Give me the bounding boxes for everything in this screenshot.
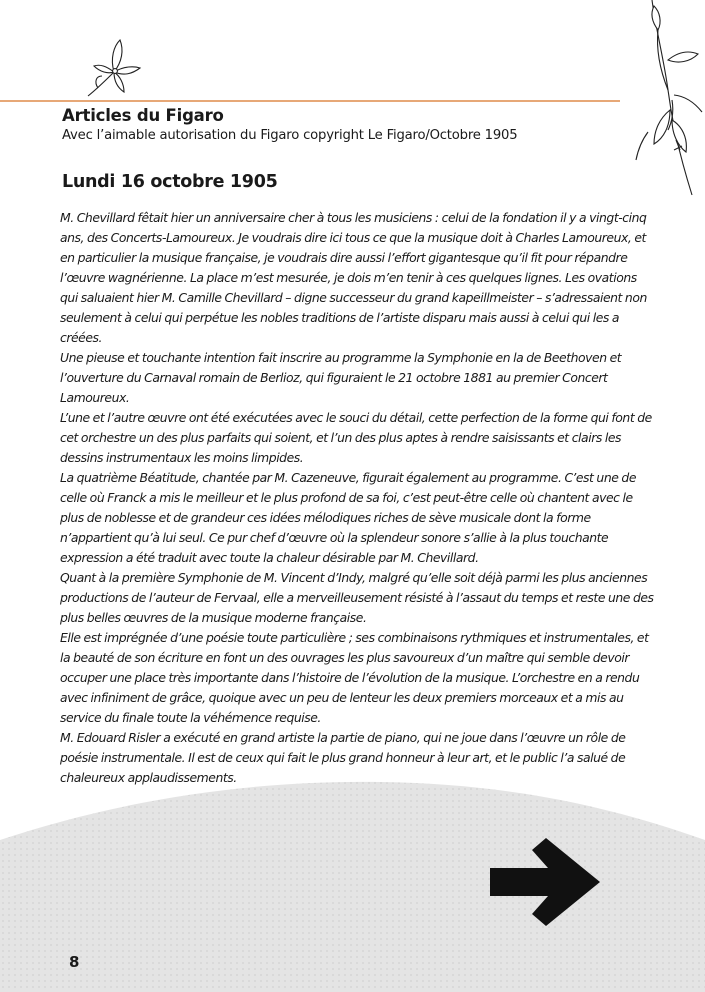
- copyright-notice: Avec l’aimable autorisation du Figaro copyright Le Figaro/Octobre 1905: [62, 128, 518, 143]
- page-number: 8: [69, 953, 80, 971]
- section-title: Articles du Figaro: [62, 106, 224, 125]
- article-paragraph: Quant à la première Symphonie de M. Vincent d’Indy, malgré qu’elle soit déjà parmi les plus anciennes productions de l’auteur de Fervaal, elle a merveilleusement résisté à l’assaut du temps et reste une des plus belles œuvres de la musique moderne française.: [60, 570, 654, 625]
- flower-branch-icon: [612, 0, 705, 200]
- article-paragraph: La quatrième Béatitude, chantée par M. Cazeneuve, figurait également au programme. C’est une de celle où Franck a mis le meilleur et le plus profond de sa foi, c’est peut-être celle où chantent avec le plus de noblesse et de grandeur ces idées mélodiques riches de sève musicale dont la forme n’appartient qu’à lui seul. Ce pur chef d’œuvre où la splendeur sonore s’allie à la plus touchante expression a été traduit avec toute la chaleur désirable par M. Chevillard.: [60, 470, 636, 565]
- article-paragraph: M. Chevillard fêtait hier un anniversaire cher à tous les musiciens : celui de la fondation il y a vingt-cinq ans, des Concerts-Lamoureux. Je voudrais dire ici tous ce que la musique doit à Charles Lamoureux, et en particulier la musique française, je voudrais dire aussi l’effort gigantesque qu’il fit pour répandre l’œuvre wagnérienne. La place m’est mesurée, je dois m’en tenir à ces quelques lignes. Les ovations qui saluaient hier M. Camille Chevillard – digne successeur du grand kapeillmeister – s’adressaient non seulement à celui qui perpétue les nobles traditions de l’artiste disparu mais aussi à celui qui les a créées.: [60, 210, 647, 345]
- article-paragraph: Elle est imprégnée d’une poésie toute particulière ; ses combinaisons rythmiques et instrumentales, et la beauté de son écriture en font un des ouvrages les plus savoureux d’un maître qui semble devoir occuper une place très importante dans l’histoire de l’évolution de la musique. L’orchestre en a rendu avec infiniment de grâce, quoique avec un peu de lenteur les deux premiers morceaux et a mis au service du finale toute la véhémence requise.: [60, 630, 649, 725]
- date-heading: Lundi 16 octobre 1905: [62, 172, 278, 192]
- article-header: [62, 106, 622, 146]
- arrow-right-icon[interactable]: [490, 838, 600, 926]
- article-body: [60, 208, 654, 788]
- flower-sprig-icon: [84, 36, 142, 100]
- header-rule: [0, 100, 620, 102]
- article-paragraph: L’une et l’autre œuvre ont été exécutées avec le souci du détail, cette perfection de la forme qui font de cet orchestre un des plus parfaits qui soient, et l’un des plus aptes à rendre saisissants et clairs les dessins instrumentaux les moins limpides.: [60, 410, 652, 465]
- article-paragraph: Une pieuse et touchante intention fait inscrire au programme la Symphonie en la de Beethoven et l’ouverture du Carnaval romain de Berlioz, qui figuraient le 21 octobre 1881 au premier Concert Lamoureux.: [60, 350, 622, 405]
- article-paragraph: M. Edouard Risler a exécuté en grand artiste la partie de piano, qui ne joue dans l’œuvre un rôle de poésie instrumentale. Il est de ceux qui fait le plus grand honneur à leur art, et le public l’a salué de chaleureux applaudissements.: [60, 730, 626, 785]
